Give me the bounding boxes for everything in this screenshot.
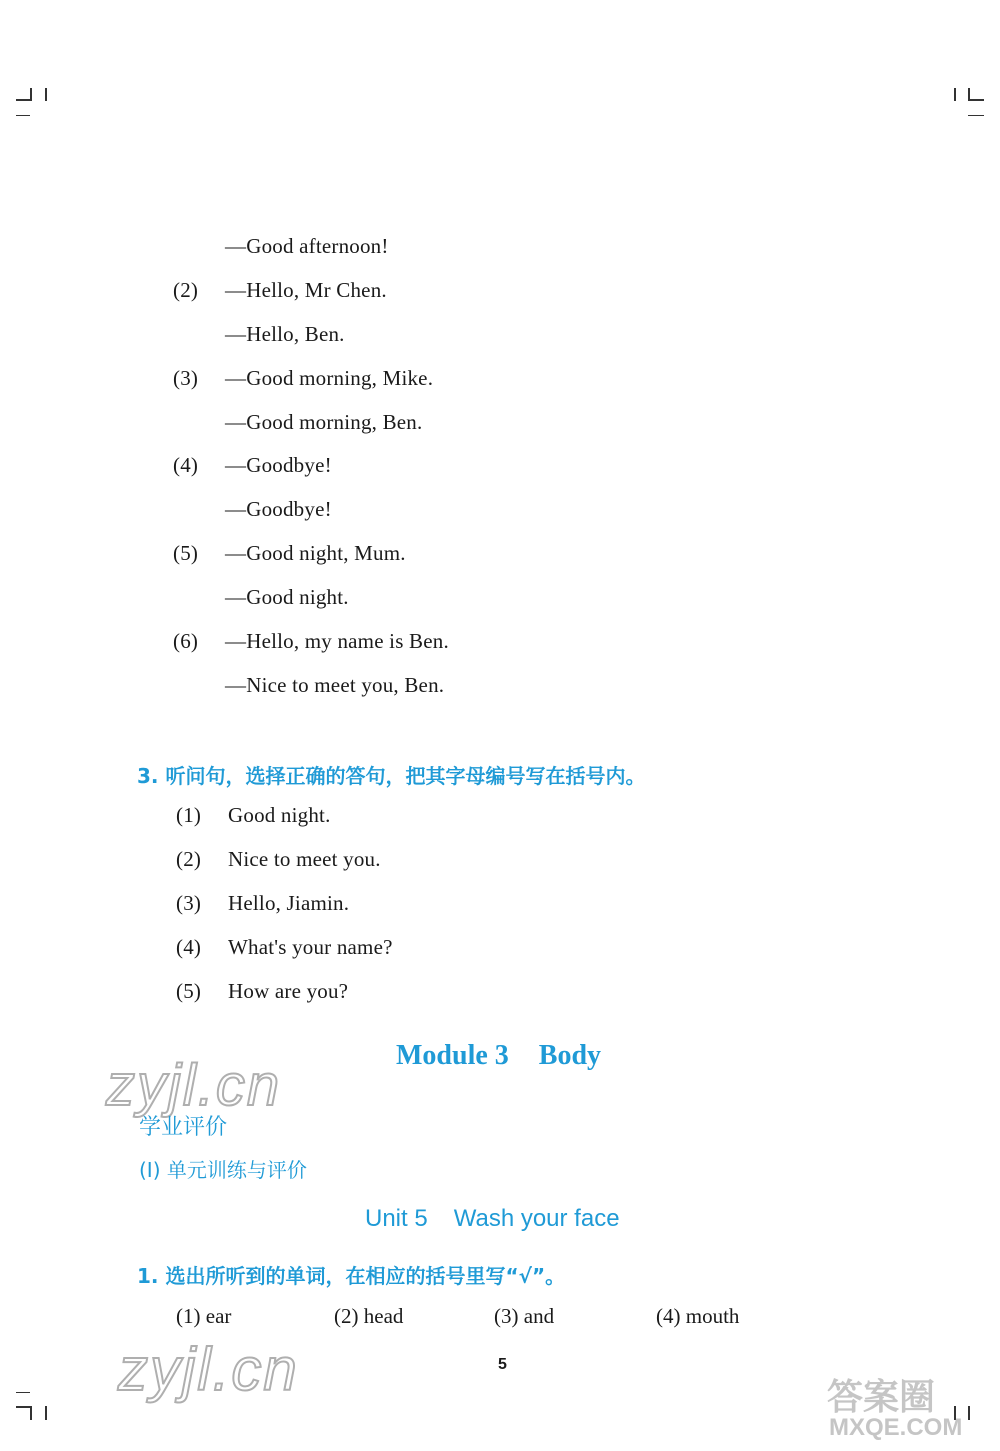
unit-training-heading: (Ⅰ) 单元训练与评价: [139, 1158, 307, 1182]
word-option: (4) mouth: [656, 1304, 740, 1328]
crop-mark-top-left-h2: [16, 115, 30, 116]
unit-title: [365, 1205, 620, 1233]
list-item: (1) Good night.: [176, 803, 331, 827]
dialogue-line: (4) —Goodbye!: [173, 453, 332, 477]
crop-mark-bottom-left-v2: [45, 1406, 47, 1420]
word-option: (3) and: [494, 1304, 555, 1328]
list-item: (2) Nice to meet you.: [176, 847, 381, 871]
logo-site: MXQE.COM: [829, 1414, 963, 1441]
page-number: 5: [498, 1356, 507, 1373]
list-item: (3) Hello, Jiamin.: [176, 891, 350, 915]
site-logo: [817, 1371, 992, 1441]
crop-mark-top-left-h: [16, 99, 30, 101]
dialogue-line: (5) —Good night, Mum.: [173, 541, 406, 565]
crop-mark-top-right-v1: [954, 88, 956, 101]
section-3-heading: 3. 听问句，选择正确的答句，把其字母编号写在括号内。: [137, 764, 646, 788]
dialogue-line: —Good morning, Ben.: [225, 410, 423, 434]
dialogue-line: (2) —Hello, Mr Chen.: [173, 278, 387, 302]
module-label: Module 3: [396, 1040, 509, 1071]
crop-mark-top-right-h: [968, 99, 984, 101]
list-item: (4) What's your name?: [176, 935, 393, 959]
unit-label: Unit 5: [365, 1205, 428, 1232]
section-1-heading: 1. 选出所听到的单词，在相应的括号里写“√”。: [137, 1264, 566, 1288]
crop-mark-top-left-v2: [45, 88, 47, 101]
dialogue-line: —Goodbye!: [225, 497, 332, 521]
watermark-bottom: zyjl.cn: [118, 1336, 299, 1403]
logo-chars: 答案圈: [827, 1377, 936, 1418]
module-name: Body: [538, 1040, 602, 1071]
dialogue-line: —Nice to meet you, Ben.: [225, 673, 445, 697]
dialogue-line: (6) —Hello, my name is Ben.: [173, 629, 449, 653]
dialogue-line: —Good night.: [225, 585, 349, 609]
academic-eval-heading: 学业评价: [139, 1115, 228, 1140]
crop-mark-bottom-left-h: [16, 1392, 30, 1393]
word-option: (1) ear: [176, 1304, 232, 1328]
watermark-top: zyjl.cn: [106, 1053, 282, 1118]
word-option: (2) head: [334, 1304, 404, 1328]
dialogue-line: (3) —Good morning, Mike.: [173, 366, 434, 390]
crop-mark-top-left-v1: [30, 88, 32, 101]
unit-name: Wash your face: [453, 1205, 620, 1232]
dialogue-line: —Good afternoon!: [225, 234, 389, 258]
crop-mark-bottom-left-h2: [16, 1406, 30, 1408]
dialogue-line: —Hello, Ben.: [225, 322, 345, 346]
crop-mark-top-right-h2: [968, 115, 984, 116]
logo-icon: [817, 1371, 992, 1441]
list-item: (5) How are you?: [176, 979, 349, 1003]
crop-mark-bottom-left-v1: [30, 1406, 32, 1420]
module-title: [396, 1040, 601, 1072]
